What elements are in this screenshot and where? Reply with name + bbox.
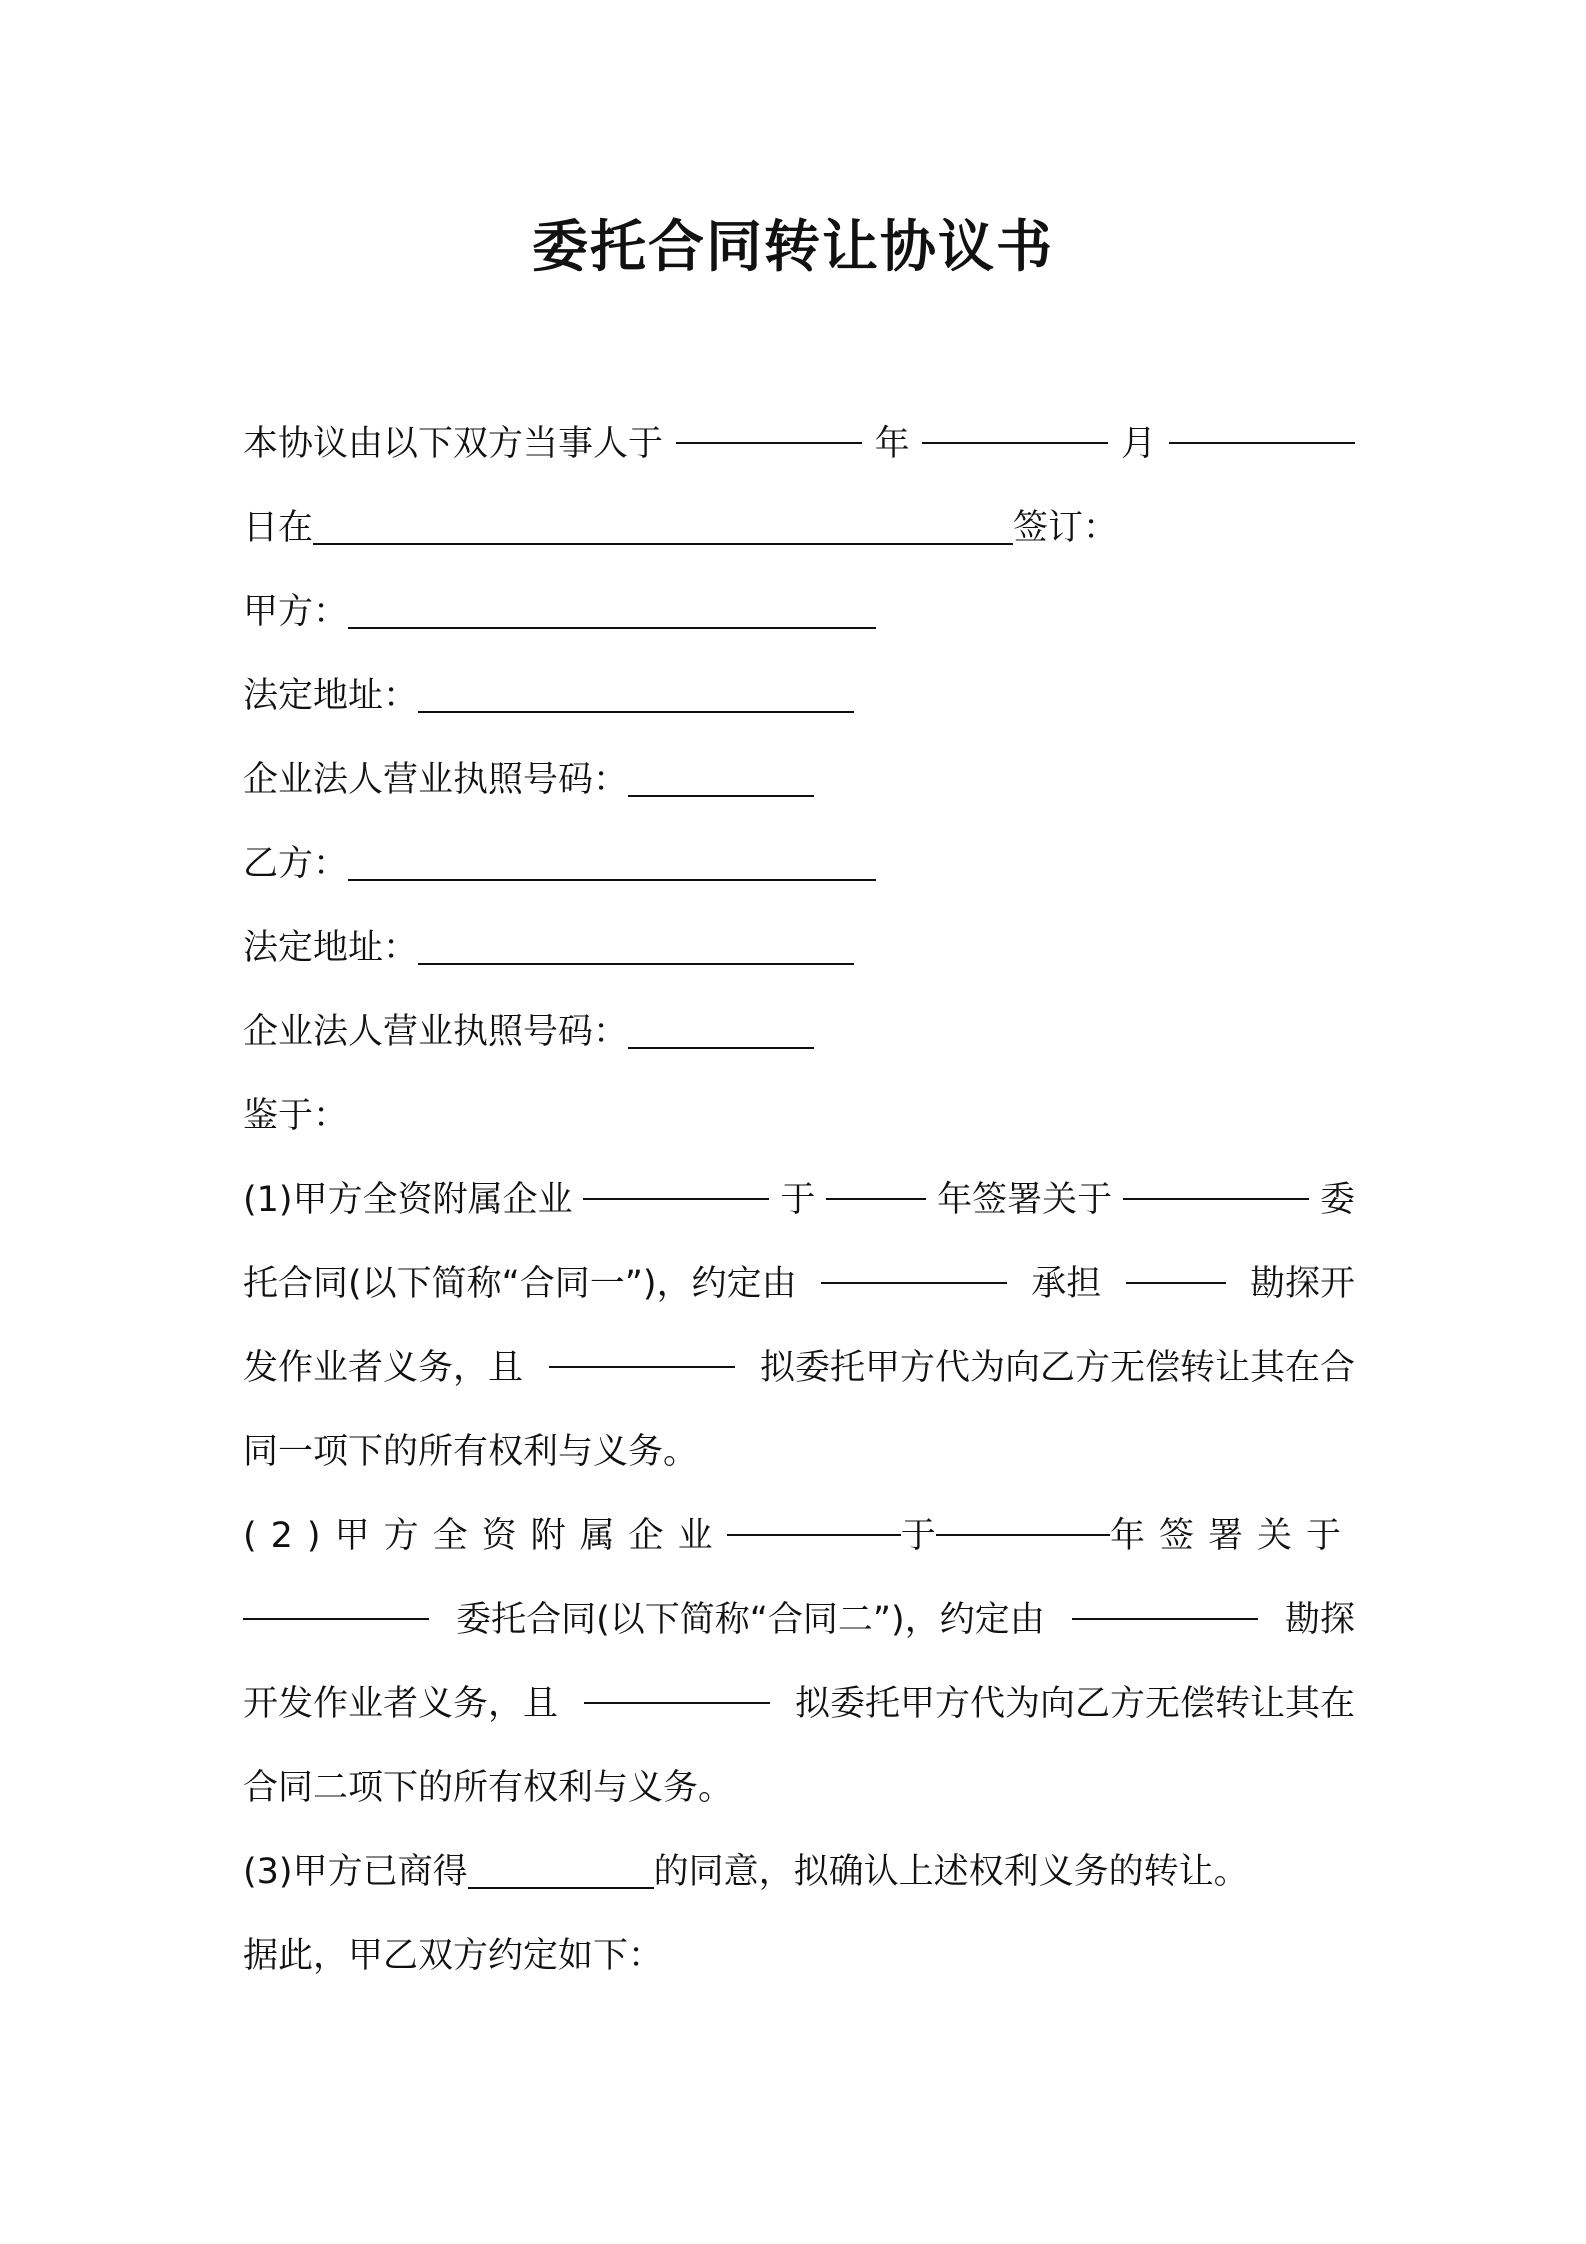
clause-1-text-i: 拟委托甲方代为向乙方无偿转让其在合 bbox=[759, 1348, 1355, 1388]
party-b-address-line bbox=[243, 906, 1355, 990]
clause-2-party-blank[interactable] bbox=[1072, 1578, 1258, 1620]
year-blank[interactable] bbox=[676, 402, 862, 444]
clause-2-text-c: 年签署关于 bbox=[1109, 1516, 1355, 1556]
clause-2-line-1 bbox=[243, 1494, 1355, 1578]
party-a-line bbox=[243, 570, 1355, 654]
clause-1-text-h: 发作业者义务，且 bbox=[243, 1348, 524, 1388]
party-b-license-label: 企业法人营业执照号码： bbox=[243, 1012, 629, 1052]
party-b-line bbox=[243, 822, 1355, 906]
whereas-line bbox=[243, 1074, 1355, 1158]
clause-2-line-2 bbox=[243, 1578, 1355, 1662]
party-b-label: 乙方： bbox=[243, 844, 349, 884]
party-b-address-blank[interactable] bbox=[418, 923, 854, 965]
intro-line-2 bbox=[243, 486, 1355, 570]
clause-1-text-d: 委 bbox=[1319, 1180, 1355, 1220]
party-a-license-label: 企业法人营业执照号码： bbox=[243, 760, 629, 800]
party-a-address-blank[interactable] bbox=[418, 671, 854, 713]
clause-2-text-b: 于 bbox=[900, 1516, 936, 1556]
clause-1-year-blank[interactable] bbox=[826, 1158, 926, 1200]
party-a-license-line bbox=[243, 738, 1355, 822]
clause-1-company-blank[interactable] bbox=[583, 1158, 769, 1200]
month-blank[interactable] bbox=[922, 402, 1108, 444]
signing-place-blank[interactable] bbox=[313, 503, 1013, 545]
clause-1-line-1 bbox=[243, 1158, 1355, 1242]
clause-3-consent-blank[interactable] bbox=[468, 1847, 654, 1889]
clause-3-text-b: 的同意，拟确认上述权利义务的转让。 bbox=[653, 1852, 1249, 1892]
clause-2-transferor-blank[interactable] bbox=[584, 1662, 770, 1704]
clause-2-text-h: 合同二项下的所有权利与义务。 bbox=[243, 1768, 734, 1808]
clause-3-text-a: (3)甲方已商得 bbox=[243, 1852, 468, 1892]
document-title: 委托合同转让协议书 bbox=[532, 215, 1054, 280]
party-b-license-blank[interactable] bbox=[628, 1007, 814, 1049]
clause-2-text-e: 勘探 bbox=[1284, 1600, 1355, 1640]
document-body bbox=[243, 402, 1355, 1998]
party-b-address-label: 法定地址： bbox=[243, 928, 419, 968]
clause-1-subject-blank[interactable] bbox=[1123, 1158, 1309, 1200]
year-label: 年 bbox=[874, 424, 910, 464]
clause-1-text-g: 勘探开 bbox=[1249, 1264, 1355, 1304]
party-a-blank[interactable] bbox=[348, 587, 876, 629]
clause-1-area-blank[interactable] bbox=[1126, 1242, 1226, 1284]
month-label: 月 bbox=[1121, 424, 1157, 464]
clause-2-text-d: 委托合同(以下简称“合同二”)，约定由 bbox=[456, 1600, 1045, 1640]
clause-1-text-a: (1)甲方全资附属企业 bbox=[243, 1180, 573, 1220]
clause-1-party-blank[interactable] bbox=[821, 1242, 1007, 1284]
clause-1-line-3 bbox=[243, 1326, 1355, 1410]
clause-1-transferor-blank[interactable] bbox=[549, 1326, 735, 1368]
clause-2-company-blank[interactable] bbox=[727, 1494, 901, 1536]
clause-2-line-3 bbox=[243, 1662, 1355, 1746]
clause-1-line-4 bbox=[243, 1410, 1355, 1494]
clause-3-line bbox=[243, 1830, 1355, 1914]
clause-2-text-a: (2)甲方全资附属企业 bbox=[243, 1516, 727, 1556]
party-a-address-label: 法定地址： bbox=[243, 676, 419, 716]
party-b-blank[interactable] bbox=[348, 839, 876, 881]
clause-1-line-2 bbox=[243, 1242, 1355, 1326]
intro-text: 本协议由以下双方当事人于 bbox=[243, 424, 664, 464]
signing-label: 签订： bbox=[1013, 508, 1119, 548]
party-a-license-blank[interactable] bbox=[628, 755, 814, 797]
clause-1-text-b: 于 bbox=[780, 1180, 816, 1220]
clause-1-text-j: 同一项下的所有权利与义务。 bbox=[243, 1432, 699, 1472]
party-b-license-line bbox=[243, 990, 1355, 1074]
day-blank[interactable] bbox=[1169, 402, 1355, 444]
whereas-label: 鉴于： bbox=[243, 1096, 349, 1136]
clause-1-text-e: 托合同(以下简称“合同一”)，约定由 bbox=[243, 1264, 797, 1304]
day-label: 日在 bbox=[243, 508, 314, 548]
clause-2-line-4 bbox=[243, 1746, 1355, 1830]
clause-2-text-g: 拟委托甲方代为向乙方无偿转让其在 bbox=[794, 1684, 1355, 1724]
clause-2-year-blank[interactable] bbox=[936, 1494, 1110, 1536]
clause-2-text-f: 开发作业者义务，且 bbox=[243, 1684, 559, 1724]
party-a-label: 甲方： bbox=[243, 592, 349, 632]
party-a-address-line bbox=[243, 654, 1355, 738]
conclusion-line bbox=[243, 1914, 1355, 1998]
intro-line-1 bbox=[243, 402, 1355, 486]
clause-1-text-f: 承担 bbox=[1031, 1264, 1102, 1304]
clause-2-subject-blank[interactable] bbox=[243, 1578, 429, 1620]
clause-1-text-c: 年签署关于 bbox=[937, 1180, 1113, 1220]
conclusion-text: 据此，甲乙双方约定如下： bbox=[243, 1936, 664, 1976]
